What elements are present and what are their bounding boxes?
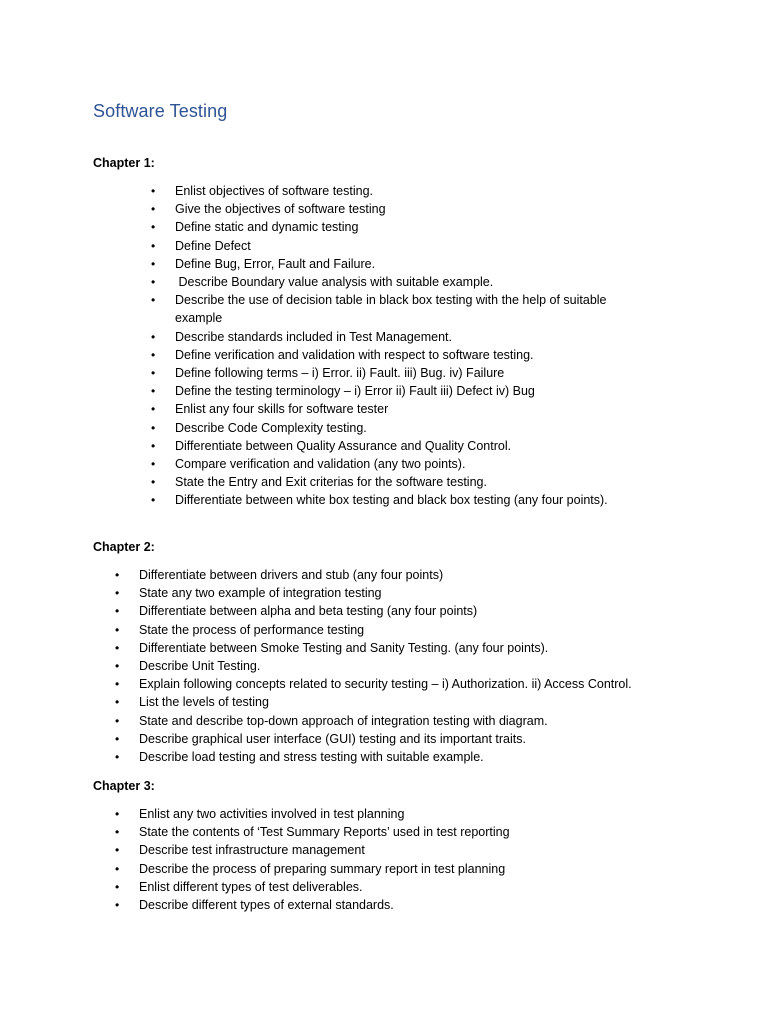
list-item — [151, 346, 645, 364]
bullet-icon: • — [151, 238, 156, 253]
list-item — [115, 748, 679, 766]
bullet-icon: • — [151, 220, 156, 235]
list-item-text: Differentiate between white box testing and black box testing (any four points). — [175, 493, 608, 508]
list-item-text: Describe graphical user interface (GUI) testing and its important traits. — [139, 731, 526, 746]
list-item-text: Explain following concepts related to security testing – i) Authorization. ii) Access Control. — [139, 677, 632, 692]
list-item — [151, 273, 645, 291]
list-item-text: State the Entry and Exit criterias for the software testing. — [175, 475, 487, 490]
list-item — [115, 878, 679, 896]
bullet-icon: • — [151, 275, 156, 290]
list-item — [115, 584, 679, 602]
list-item-text: Define the testing terminology – i) Error ii) Fault iii) Defect iv) Bug — [175, 384, 535, 399]
list-item — [115, 805, 679, 823]
bullet-icon: • — [115, 659, 120, 674]
list-item-text: Enlist any four skills for software tester — [175, 402, 389, 417]
list-item-text: State any two example of integration testing — [139, 586, 382, 601]
bullet-icon: • — [151, 366, 156, 381]
bullet-icon: • — [151, 202, 156, 217]
list-item — [151, 200, 645, 218]
list-item — [151, 364, 645, 382]
list-item-text: List the levels of testing — [139, 695, 269, 710]
list-item-text: Enlist different types of test deliverables. — [139, 879, 363, 894]
list-item — [115, 730, 679, 748]
bullet-icon: • — [115, 622, 120, 637]
list-item-text: Define following terms – i) Error. ii) Fault. iii) Bug. iv) Failure — [175, 366, 505, 381]
list-item-text: Describe different types of external standards. — [139, 898, 394, 913]
bullet-icon: • — [115, 825, 120, 840]
bullet-icon: • — [151, 420, 156, 435]
list-item-text: Describe standards included in Test Management. — [175, 329, 453, 344]
list-item — [115, 675, 679, 693]
list-item-text: Describe Unit Testing. — [139, 659, 261, 674]
chapter-3-question-list — [115, 805, 679, 914]
list-item — [151, 419, 645, 437]
list-item-text: Describe the use of decision table in black box testing with the help of suitable example — [175, 293, 610, 326]
list-item-text: Define Defect — [175, 238, 251, 253]
bullet-icon: • — [115, 879, 120, 894]
bullet-icon: • — [151, 293, 156, 308]
list-item — [115, 566, 679, 584]
chapter-3-heading: Chapter 3: — [93, 779, 155, 793]
bullet-icon: • — [115, 640, 120, 655]
list-item — [115, 657, 679, 675]
bullet-icon: • — [115, 861, 120, 876]
bullet-icon: • — [115, 713, 120, 728]
list-item — [115, 841, 679, 859]
list-item-text: Define static and dynamic testing — [175, 220, 359, 235]
list-item-text: Describe test infrastructure management — [139, 843, 365, 858]
list-item-text: Describe Boundary value analysis with suitable example. — [175, 275, 494, 290]
bullet-icon: • — [115, 843, 120, 858]
list-item — [115, 621, 679, 639]
chapter-1-question-list — [151, 182, 645, 510]
list-item — [115, 896, 679, 914]
list-item — [115, 712, 679, 730]
bullet-icon: • — [151, 438, 156, 453]
bullet-icon: • — [151, 329, 156, 344]
bullet-icon: • — [115, 677, 120, 692]
list-item — [151, 255, 645, 273]
list-item-text: Differentiate between Quality Assurance and Quality Control. — [175, 438, 512, 453]
list-item-text: Enlist any two activities involved in test planning — [139, 807, 405, 821]
list-item — [115, 693, 679, 711]
list-item — [151, 237, 645, 255]
bullet-icon: • — [115, 807, 120, 821]
bullet-icon: • — [115, 731, 120, 746]
list-item — [115, 602, 679, 620]
bullet-icon: • — [151, 347, 156, 362]
chapter-2-heading: Chapter 2: — [93, 540, 155, 554]
chapter-1-heading: Chapter 1: — [93, 156, 155, 170]
bullet-icon: • — [151, 184, 156, 198]
list-item-text: Compare verification and validation (any two points). — [175, 457, 466, 472]
bullet-icon: • — [115, 586, 120, 601]
bullet-icon: • — [151, 493, 156, 508]
list-item — [151, 473, 645, 491]
bullet-icon: • — [151, 384, 156, 399]
bullet-icon: • — [151, 256, 156, 271]
list-item-text: Differentiate between drivers and stub (any four points) — [139, 568, 444, 582]
list-item-text: Differentiate between Smoke Testing and Sanity Testing. (any four points). — [139, 640, 549, 655]
list-item — [151, 491, 645, 509]
list-item — [151, 437, 645, 455]
list-item-text: Differentiate between alpha and beta testing (any four points) — [139, 604, 478, 619]
bullet-icon: • — [115, 898, 120, 913]
list-item-text: Give the objectives of software testing — [175, 202, 386, 217]
list-item-text: State the contents of ‘Test Summary Reports’ used in test reporting — [139, 825, 510, 840]
list-item-text: Describe the process of preparing summary report in test planning — [139, 861, 506, 876]
bullet-icon: • — [115, 568, 120, 582]
list-item — [151, 291, 645, 327]
list-item — [151, 218, 645, 236]
list-item-text: Describe load testing and stress testing with suitable example. — [139, 750, 484, 765]
list-item-text: Define Bug, Error, Fault and Failure. — [175, 256, 376, 271]
list-item — [151, 382, 645, 400]
list-item — [115, 639, 679, 657]
list-item-text: Enlist objectives of software testing. — [175, 184, 374, 198]
bullet-icon: • — [151, 402, 156, 417]
bullet-icon: • — [115, 604, 120, 619]
bullet-icon: • — [151, 457, 156, 472]
list-item-text: Define verification and validation with respect to software testing. — [175, 347, 534, 362]
list-item-text: Describe Code Complexity testing. — [175, 420, 367, 435]
list-item — [151, 328, 645, 346]
list-item — [115, 823, 679, 841]
list-item — [151, 400, 645, 418]
list-item-text: State the process of performance testing — [139, 622, 365, 637]
bullet-icon: • — [151, 475, 156, 490]
list-item — [151, 182, 645, 200]
list-item-text: State and describe top-down approach of integration testing with diagram. — [139, 713, 548, 728]
list-item — [151, 455, 645, 473]
bullet-icon: • — [115, 750, 120, 765]
list-item — [115, 860, 679, 878]
bullet-icon: • — [115, 695, 120, 710]
chapter-2-question-list — [115, 566, 679, 766]
document-title: Software Testing — [93, 101, 228, 121]
